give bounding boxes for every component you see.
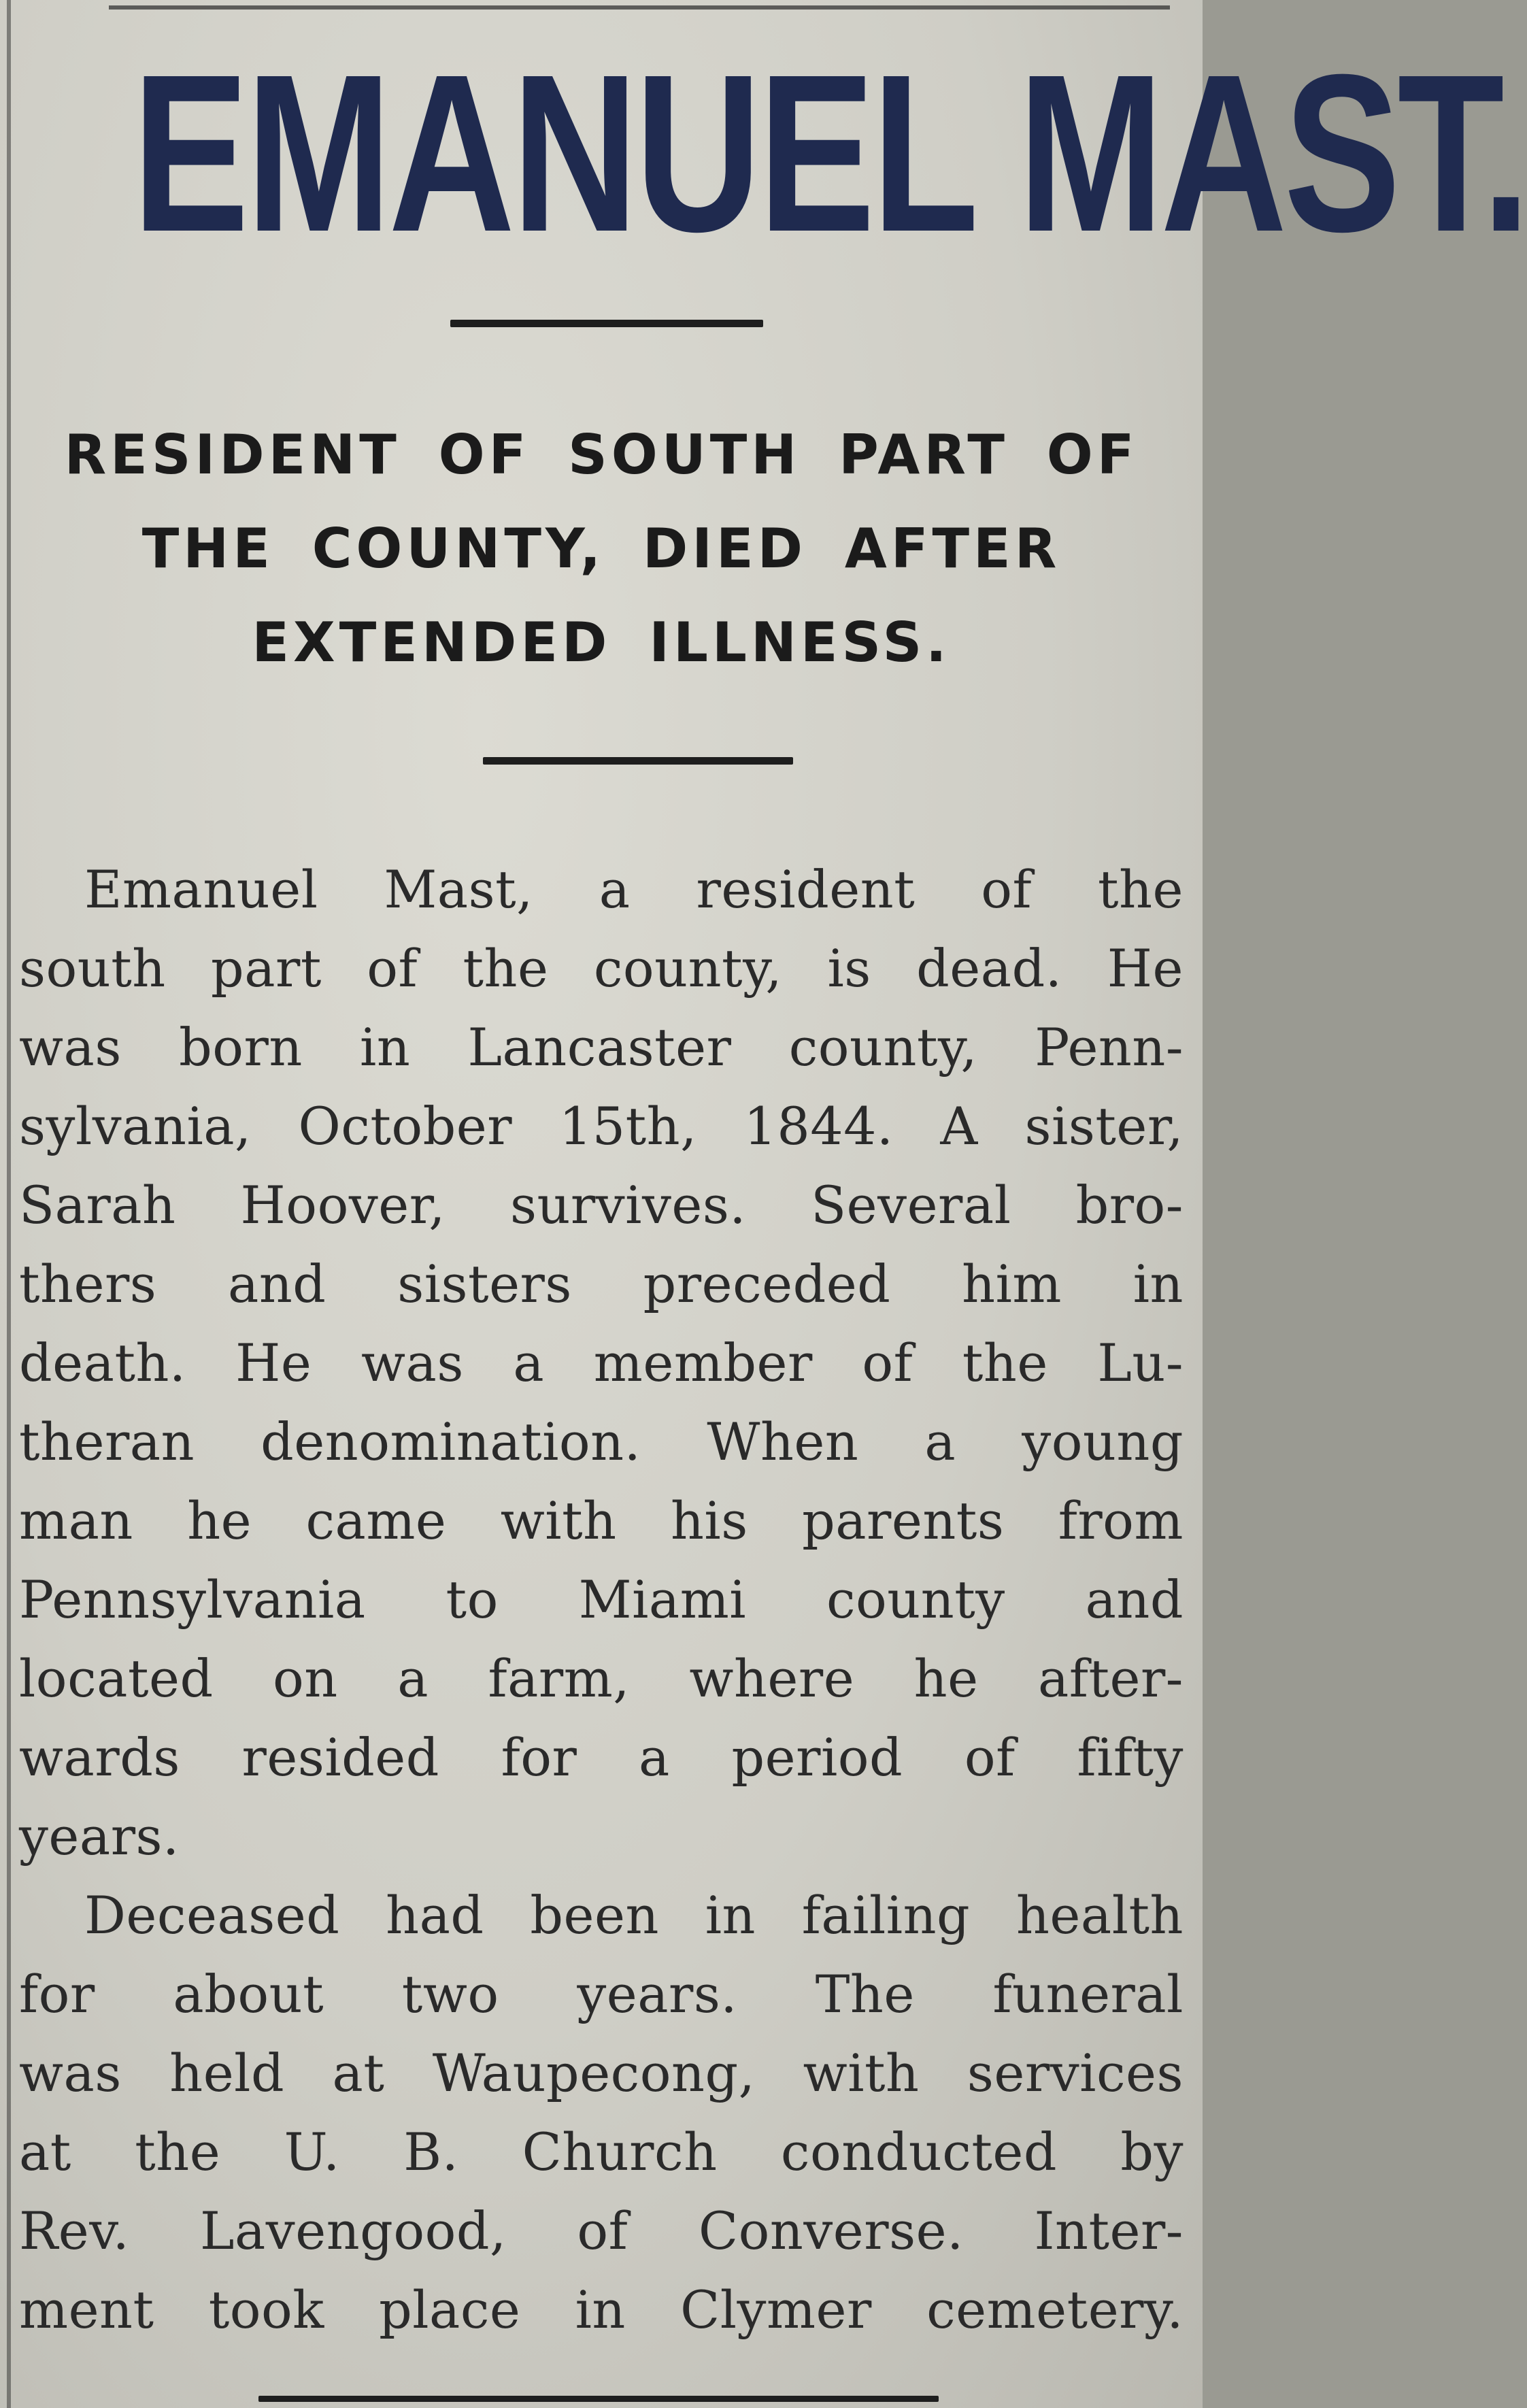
body-line: was born in Lancaster county, Penn- [19, 1017, 1184, 1077]
deck-line-2: THE COUNTY, DIED AFTER [141, 517, 1061, 580]
body-line: man he came with his parents from [19, 1490, 1184, 1551]
deck-line-3: EXTENDED ILLNESS. [252, 611, 951, 674]
body-line: Deceased had been in failing health [84, 1885, 1184, 1945]
deck-divider [483, 757, 793, 765]
body-line: was held at Waupecong, with services [19, 2043, 1184, 2103]
headline-divider [450, 320, 763, 327]
top-border-rule [109, 5, 1170, 10]
body-line: for about two years. The funeral [19, 1964, 1184, 2024]
bottom-divider [258, 2396, 939, 2402]
article-deck [20, 408, 1182, 690]
article-body [19, 850, 1184, 2350]
body-line: located on a farm, where he after- [19, 1648, 1184, 1709]
body-line: Sarah Hoover, survives. Several bro- [19, 1175, 1184, 1235]
body-line: thers and sisters preceded him in [19, 1254, 1184, 1314]
column-edge-line [7, 0, 11, 2408]
body-line: Rev. Lavengood, of Converse. Inter- [19, 2201, 1184, 2261]
body-line: years. [19, 1806, 180, 1867]
body-line: Pennsylvania to Miami county and [19, 1569, 1184, 1630]
paragraph-1 [19, 850, 1184, 1876]
body-line: death. He was a member of the Lu- [19, 1333, 1184, 1393]
body-line: Emanuel Mast, a resident of the [84, 859, 1184, 920]
body-line: theran denomination. When a young [19, 1411, 1184, 1472]
article-headline: EMANUEL MAST. [132, 27, 1527, 278]
body-line: at the U. B. Church conducted by [19, 2122, 1184, 2182]
body-line: ment took place in Clymer cemetery. [19, 2279, 1184, 2340]
body-line: wards resided for a period of fifty [19, 1727, 1184, 1788]
body-line: sylvania, October 15th, 1844. A sister, [19, 1096, 1184, 1156]
body-line: south part of the county, is dead. He [19, 938, 1184, 999]
paragraph-2 [19, 1876, 1184, 2350]
deck-line-1: RESIDENT OF SOUTH PART OF [64, 423, 1139, 486]
